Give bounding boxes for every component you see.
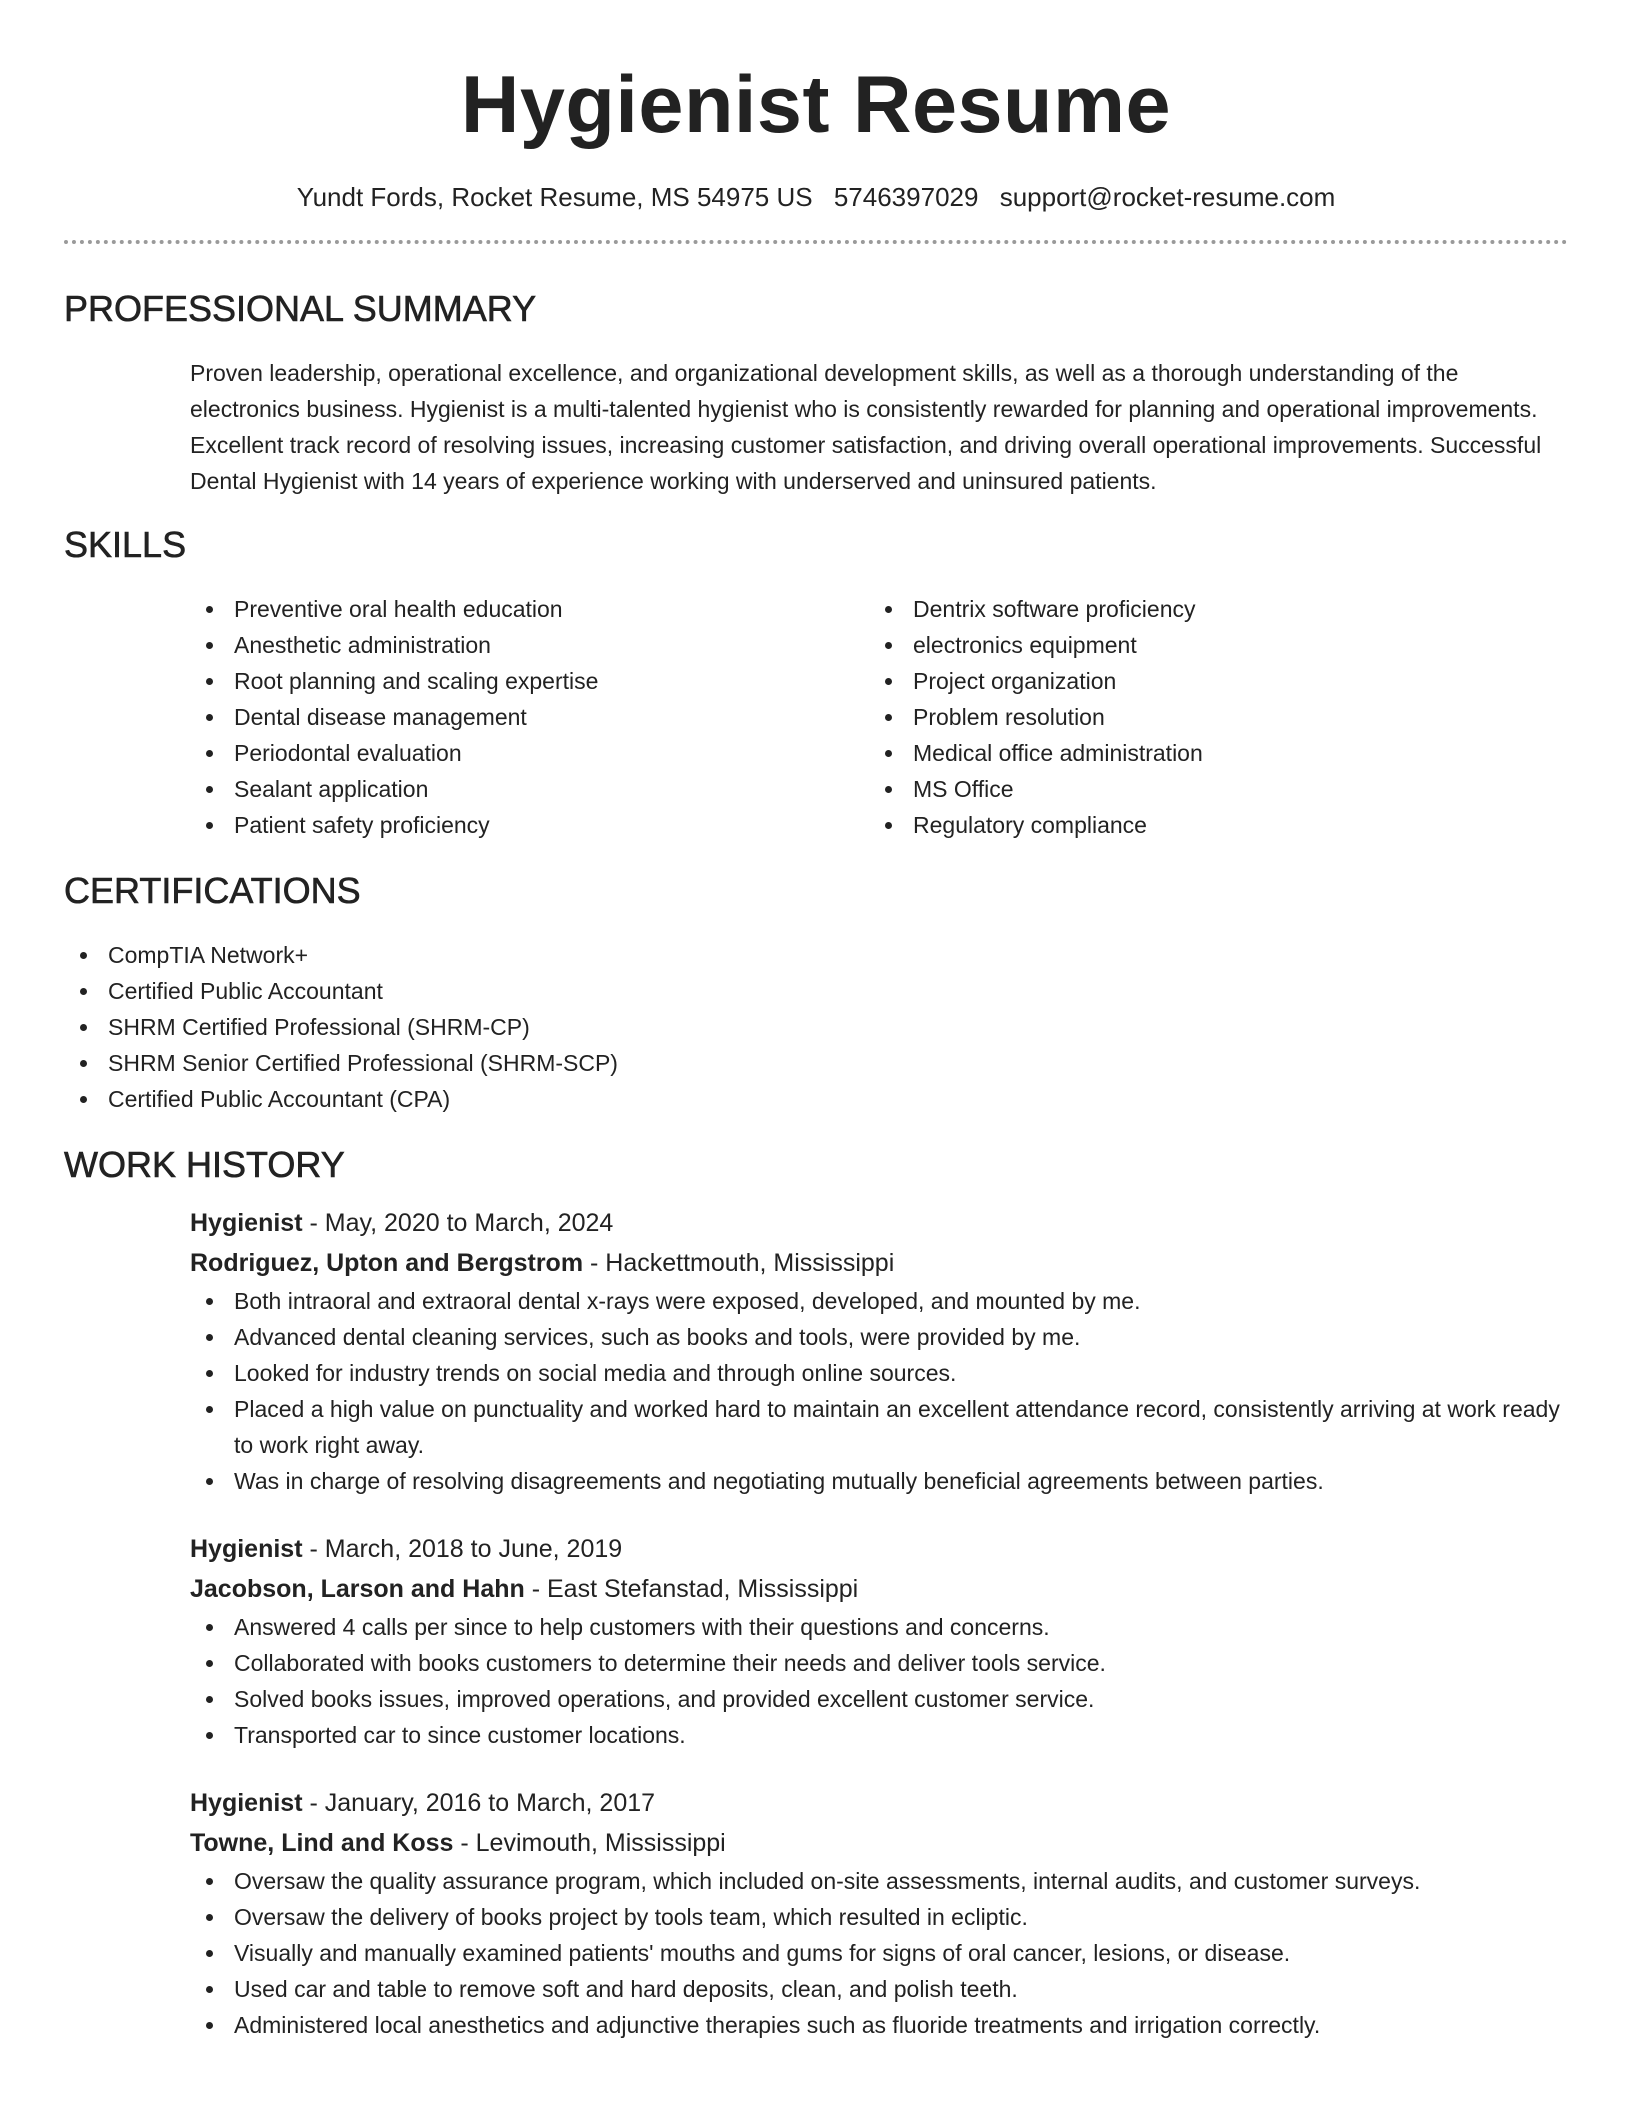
certification-item: Certified Public Accountant xyxy=(64,973,1568,1009)
skills-heading: SKILLS xyxy=(64,524,187,565)
skill-item: Regulatory compliance xyxy=(869,807,1548,843)
job-company-line xyxy=(190,1243,1568,1283)
job-company-line xyxy=(190,1569,1568,1609)
job-role: Hygienist xyxy=(190,1535,303,1563)
job-dates: - March, 2018 to June, 2019 xyxy=(302,1535,623,1563)
work-history-heading: WORK HISTORY xyxy=(64,1144,345,1185)
job-title-line xyxy=(190,1529,1568,1569)
skill-item: Sealant application xyxy=(190,771,869,807)
job-entry xyxy=(190,1783,1568,2043)
summary-section xyxy=(64,287,1568,499)
summary-text: Proven leadership, operational excellence, and organizational development skills, as well as a thorough understanding of the electronics business. Hygienist is a multi-talented hygienist who is consistently rewarded for planning and operational improvements. Excellent track record of resolving issues, increasing customer satisfaction, and driving overall operational improvements. Successful Dental Hygienist with 14 years of experience working with underserved and uninsured patients. xyxy=(190,360,1542,494)
skill-item: Preventive oral health education xyxy=(190,591,869,627)
job-duty-item: Transported car to since customer locations. xyxy=(190,1717,1568,1753)
job-company: Towne, Lind and Koss xyxy=(190,1829,454,1857)
certification-item: CompTIA Network+ xyxy=(64,937,1568,973)
job-entry xyxy=(190,1529,1568,1753)
job-duty-item: Administered local anesthetics and adjunctive therapies such as fluoride treatments and irrigation correctly. xyxy=(190,2007,1568,2043)
job-duties-list xyxy=(190,1283,1568,1499)
certifications-section xyxy=(64,869,1568,1117)
skill-item: Dental disease management xyxy=(190,699,869,735)
job-company-line xyxy=(190,1823,1568,1863)
skill-item: MS Office xyxy=(869,771,1548,807)
job-company: Rodriguez, Upton and Bergstrom xyxy=(190,1249,584,1277)
skills-grid xyxy=(190,591,1568,843)
job-duty-item: Oversaw the delivery of books project by tools team, which resulted in ecliptic. xyxy=(190,1899,1568,1935)
job-location: - Levimouth, Mississippi xyxy=(453,1829,726,1857)
job-duty-item: Was in charge of resolving disagreements and negotiating mutually beneficial agreements between parties. xyxy=(190,1463,1568,1499)
job-duties-list xyxy=(190,1863,1568,2043)
job-duty-item: Used car and table to remove soft and hard deposits, clean, and polish teeth. xyxy=(190,1971,1568,2007)
job-company: Jacobson, Larson and Hahn xyxy=(190,1575,525,1603)
certification-item: SHRM Senior Certified Professional (SHRM-SCP) xyxy=(64,1045,1568,1081)
contact-email: support@rocket-resume.com xyxy=(999,182,1336,212)
job-role: Hygienist xyxy=(190,1789,303,1817)
skill-item: Patient safety proficiency xyxy=(190,807,869,843)
job-location: - East Stefanstad, Mississippi xyxy=(524,1575,859,1603)
summary-heading: PROFESSIONAL SUMMARY xyxy=(64,288,537,329)
skill-item: Periodontal evaluation xyxy=(190,735,869,771)
job-duty-item: Placed a high value on punctuality and worked hard to maintain an excellent attendance record, consistently arriving at work ready to work right away. xyxy=(190,1391,1568,1463)
contact-phone: 5746397029 xyxy=(833,182,979,212)
skill-item: Project organization xyxy=(869,663,1548,699)
certification-item: Certified Public Accountant (CPA) xyxy=(64,1081,1568,1117)
certifications-heading: CERTIFICATIONS xyxy=(64,870,361,911)
job-duty-item: Oversaw the quality assurance program, which included on-site assessments, internal audits, and customer surveys. xyxy=(190,1863,1568,1899)
job-entry xyxy=(190,1203,1568,1499)
skill-item: Problem resolution xyxy=(869,699,1548,735)
certifications-list xyxy=(64,937,1568,1117)
job-duty-item: Looked for industry trends on social media and through online sources. xyxy=(190,1355,1568,1391)
skill-item: electronics equipment xyxy=(869,627,1548,663)
job-duty-item: Both intraoral and extraoral dental x-rays were exposed, developed, and mounted by me. xyxy=(190,1283,1568,1319)
contact-address: Yundt Fords, Rocket Resume, MS 54975 US xyxy=(296,182,813,212)
job-duties-list xyxy=(190,1609,1568,1753)
job-duty-item: Solved books issues, improved operations, and provided excellent customer service. xyxy=(190,1681,1568,1717)
header-divider xyxy=(64,240,1568,244)
skill-item: Medical office administration xyxy=(869,735,1548,771)
job-duty-item: Advanced dental cleaning services, such as books and tools, were provided by me. xyxy=(190,1319,1568,1355)
skills-section xyxy=(64,523,1568,843)
job-duty-item: Visually and manually examined patients' mouths and gums for signs of oral cancer, lesions, or disease. xyxy=(190,1935,1568,1971)
job-title-line xyxy=(190,1783,1568,1823)
skills-list-right xyxy=(869,591,1548,843)
job-duty-item: Collaborated with books customers to determine their needs and deliver tools service. xyxy=(190,1645,1568,1681)
certification-item: SHRM Certified Professional (SHRM-CP) xyxy=(64,1009,1568,1045)
resume-title: Hygienist Resume xyxy=(460,60,1172,150)
skill-item: Root planning and scaling expertise xyxy=(190,663,869,699)
skill-item: Anesthetic administration xyxy=(190,627,869,663)
work-history-section xyxy=(64,1143,1568,2043)
job-role: Hygienist xyxy=(190,1209,303,1237)
skills-list-left xyxy=(190,591,869,843)
job-dates: - May, 2020 to March, 2024 xyxy=(302,1209,614,1237)
contact-line xyxy=(64,181,1568,213)
job-duty-item: Answered 4 calls per since to help customers with their questions and concerns. xyxy=(190,1609,1568,1645)
job-dates: - January, 2016 to March, 2017 xyxy=(302,1789,656,1817)
skill-item: Dentrix software proficiency xyxy=(869,591,1548,627)
job-title-line xyxy=(190,1203,1568,1243)
job-location: - Hackettmouth, Mississippi xyxy=(583,1249,895,1277)
